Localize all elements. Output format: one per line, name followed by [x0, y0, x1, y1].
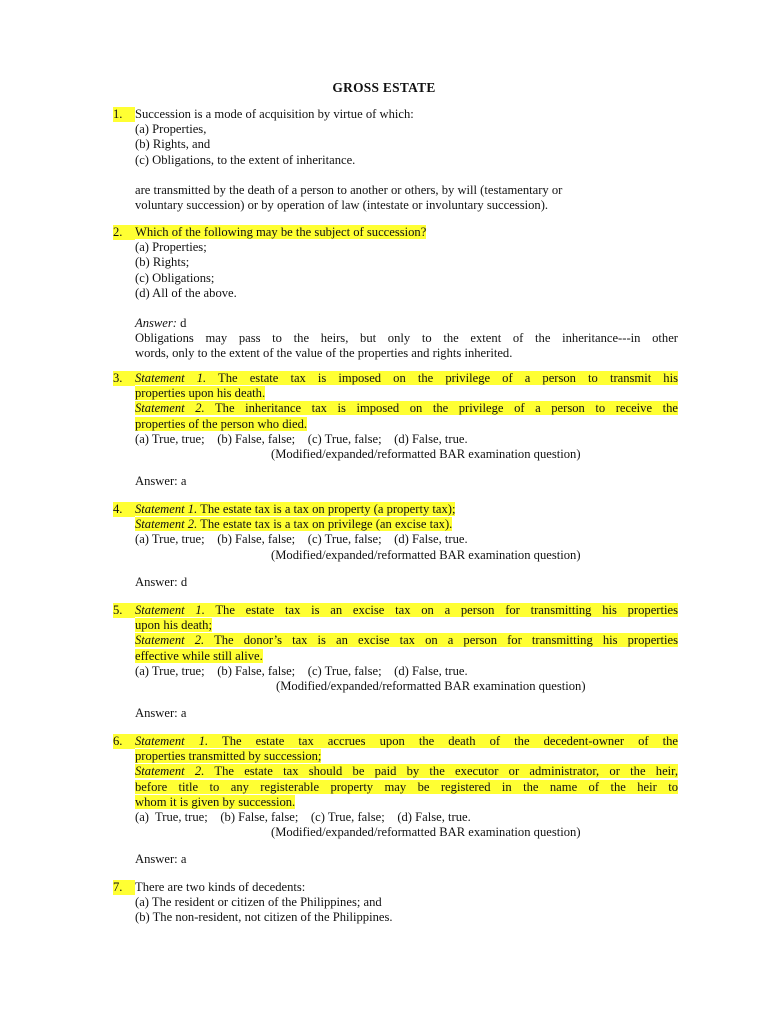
option: (b) Rights;	[135, 255, 190, 270]
source-note: (Modified/expanded/reformatted BAR examination question)	[271, 547, 581, 562]
question-stem: Which of the following may be the subject of succession?	[135, 225, 427, 239]
answer-value: d	[176, 316, 187, 331]
answer: Answer: a	[135, 474, 187, 489]
statement-label: Statement 2.	[135, 764, 205, 779]
choices: (a) True, true; (b) False, false; (c) True, false; (d) False, true.	[135, 431, 468, 446]
source-note: (Modified/expanded/reformatted BAR examination question)	[276, 679, 586, 694]
option: (d) All of the above.	[135, 285, 237, 300]
statement-text: properties upon his death.	[135, 386, 266, 401]
answer-label: Answer:	[135, 316, 177, 331]
statement-text: The estate tax should be paid by the executor or administrator, or the heir,	[204, 764, 678, 779]
statement-text: upon his death;	[135, 618, 212, 633]
statement-label: Statement 1.	[135, 371, 207, 385]
answer: Answer: a	[135, 706, 187, 721]
choices: (a) True, true; (b) False, false; (c) True, false; (d) False, true.	[135, 663, 468, 678]
option: (b) Rights, and	[135, 137, 211, 152]
choices: (a) True, true; (b) False, false; (c) True, false; (d) False, true.	[135, 532, 468, 547]
statement-text: The estate tax accrues upon the death of the decedent-owner of the	[208, 734, 678, 748]
statement-label: Statement 2.	[135, 633, 205, 648]
option: (a) Properties,	[135, 122, 207, 137]
question-5	[113, 603, 678, 721]
question-4	[113, 502, 678, 590]
question-2	[113, 225, 678, 362]
question-number: 6.	[113, 734, 135, 749]
statement-text: The inheritance tax is imposed on the privilege of a person to receive the	[204, 401, 678, 416]
statement-label: Statement 1.	[135, 734, 209, 748]
paragraph-line: voluntary succession) or by operation of law (intestate or involuntary succession).	[135, 198, 549, 213]
statement-text: properties of the person who died.	[135, 416, 308, 431]
option: (a) The resident or citizen of the Philippines; and	[135, 895, 382, 910]
question-number: 4.	[113, 502, 135, 517]
statement-text: whom it is given by succession.	[135, 794, 296, 809]
question-stem: Succession is a mode of acquisition by virtue of which:	[135, 107, 414, 121]
statement-text: The donor’s tax is an excise tax on a person for transmitting his properties	[204, 633, 678, 648]
paragraph-line: are transmitted by the death of a person to another or others, by will (testamentary or	[135, 182, 563, 197]
statement-label: Statement 2.	[135, 517, 198, 532]
question-7	[113, 880, 678, 926]
statement-label: Statement 2.	[135, 401, 205, 416]
statement-text: The estate tax is a tax on property (a property tax);	[197, 502, 456, 516]
explanation-line: Obligations may pass to the heirs, but only to the extent of the inheritance---in other	[135, 331, 678, 346]
question-number: 5.	[113, 603, 135, 618]
statement-text: properties transmitted by succession;	[135, 749, 322, 764]
question-number: 3.	[113, 371, 135, 386]
statement-text: effective while still alive.	[135, 648, 263, 663]
option: (c) Obligations, to the extent of inheritance.	[135, 152, 356, 167]
answer-line	[135, 316, 678, 331]
option: (b) The non-resident, not citizen of the Philippines.	[135, 910, 393, 925]
option: (a) Properties;	[135, 240, 207, 255]
question-stem: There are two kinds of decedents:	[135, 880, 306, 894]
statement-label: Statement 1.	[135, 502, 198, 516]
statement-text: The estate tax is a tax on privilege (an excise tax).	[197, 517, 453, 532]
question-3	[113, 371, 678, 489]
statement-text: The estate tax is an excise tax on a person for transmitting his properties	[204, 603, 678, 617]
question-6	[113, 734, 678, 868]
option: (c) Obligations;	[135, 270, 215, 285]
question-1	[113, 107, 678, 213]
explanation-line: words, only to the extent of the value of the properties and rights inherited.	[135, 346, 513, 361]
source-note: (Modified/expanded/reformatted BAR examination question)	[271, 447, 581, 462]
answer: Answer: d	[135, 574, 188, 589]
page-title: GROSS ESTATE	[332, 80, 436, 95]
question-number: 2.	[113, 225, 135, 240]
statement-label: Statement 1.	[135, 603, 205, 617]
statement-text: before title to any registerable property may be registered in the name of the heir to	[135, 779, 678, 794]
answer: Answer: a	[135, 852, 187, 867]
statement-text: The estate tax is imposed on the privilege of a person to transmit his	[206, 371, 678, 385]
source-note: (Modified/expanded/reformatted BAR examination question)	[271, 825, 581, 840]
question-number: 1.	[113, 107, 135, 122]
question-number: 7.	[113, 880, 135, 895]
choices: (a) True, true; (b) False, false; (c) True, false; (d) False, true.	[135, 810, 471, 825]
